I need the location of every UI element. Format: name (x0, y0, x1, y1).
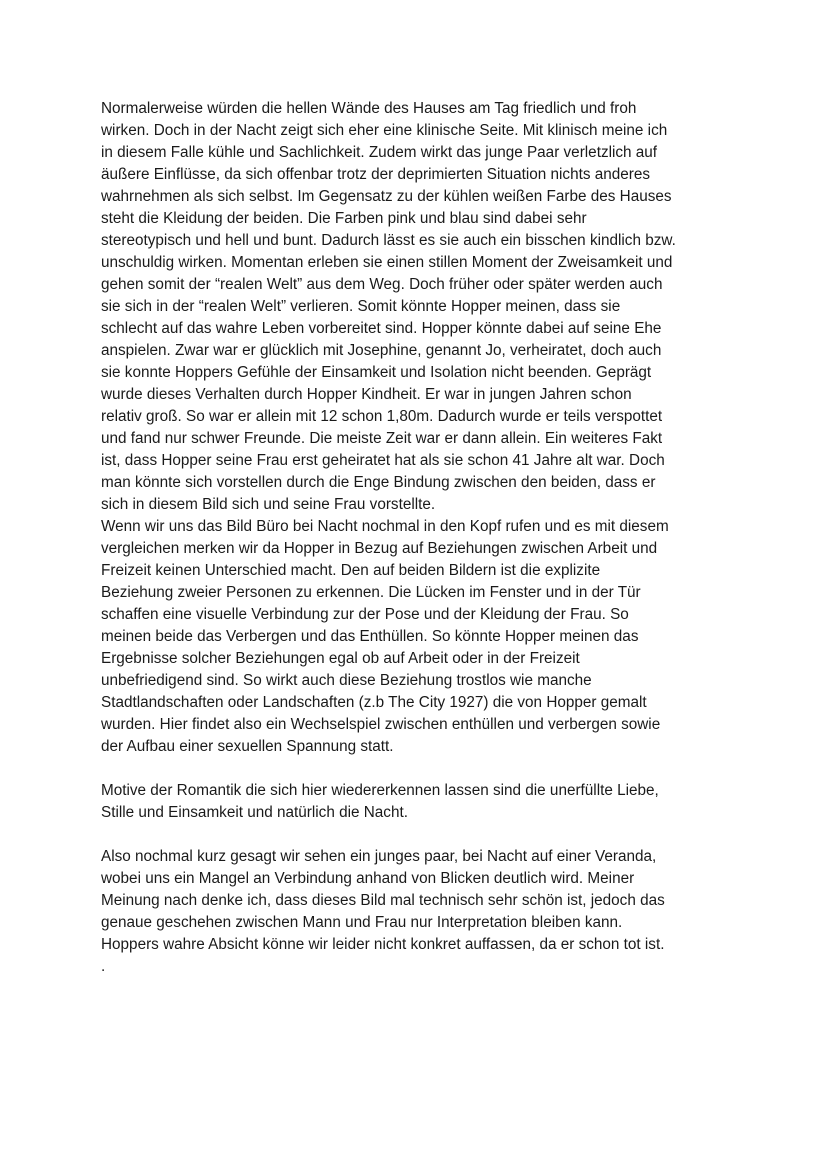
text-line: Beziehung zweier Personen zu erkennen. Die Lücken im Fenster und in der Tür (101, 584, 641, 601)
text-line: relativ groß. So war er allein mit 12 schon 1,80m. Dadurch wurde er teils verspottet (101, 408, 663, 425)
text-line: schlecht auf das wahre Leben vorbereitet sind. Hopper könnte dabei auf seine Ehe (101, 320, 662, 337)
paragraph-2 (101, 780, 741, 824)
text-line: und fand nur schwer Freunde. Die meiste Zeit war er dann allein. Ein weiteres Fakt (101, 430, 663, 447)
text-line: Stadtlandschaften oder Landschaften (z.b The City 1927) die von Hopper gemalt (101, 694, 647, 711)
paragraph-1 (101, 98, 741, 758)
text-line: anspielen. Zwar war er glücklich mit Josephine, genannt Jo, verheiratet, doch auch (101, 342, 662, 359)
paragraph-gap (101, 824, 741, 846)
text-line: vergleichen merken wir da Hopper in Bezug auf Beziehungen zwischen Arbeit und (101, 540, 658, 557)
text-line: Normalerweise würden die hellen Wände des Hauses am Tag friedlich und froh (101, 100, 637, 117)
text-line: Hoppers wahre Absicht könne wir leider nicht konkret auffassen, da er schon tot ist. (101, 936, 665, 953)
text-line: man könnte sich vorstellen durch die Enge Bindung zwischen den beiden, dass er (101, 474, 656, 491)
document-body (101, 98, 741, 978)
text-line: Ergebnisse solcher Beziehungen egal ob auf Arbeit oder in der Freizeit (101, 650, 580, 667)
text-line: Also nochmal kurz gesagt wir sehen ein junges paar, bei Nacht auf einer Veranda, (101, 848, 657, 865)
text-line: wurden. Hier findet also ein Wechselspiel zwischen enthüllen und verbergen sowie (101, 716, 661, 733)
text-line: sie konnte Hoppers Gefühle der Einsamkeit und Isolation nicht beenden. Geprägt (101, 364, 652, 381)
text-line: Stille und Einsamkeit und natürlich die Nacht. (101, 804, 408, 821)
text-line: wobei uns ein Mangel an Verbindung anhand von Blicken deutlich wird. Meiner (101, 870, 635, 887)
text-line: wahrnehmen als sich selbst. Im Gegensatz zu der kühlen weißen Farbe des Hauses (101, 188, 672, 205)
text-line: äußere Einflüsse, da sich offenbar trotz der deprimierten Situation nichts anderes (101, 166, 651, 183)
text-line: wurde dieses Verhalten durch Hopper Kindheit. Er war in jungen Jahren schon (101, 386, 632, 403)
paragraph-gap (101, 758, 741, 780)
text-line: gehen somit der “realen Welt” aus dem Weg. Doch früher oder später werden auch (101, 276, 663, 293)
text-line: stereotypisch und hell und bunt. Dadurch lässt es sie auch ein bisschen kindlich bzw. (101, 232, 676, 249)
text-line: Motive der Romantik die sich hier wiedererkennen lassen sind die unerfüllte Liebe, (101, 782, 659, 799)
text-line: ist, dass Hopper seine Frau erst geheiratet hat als sie schon 41 Jahre alt war. Doch (101, 452, 665, 469)
paragraph-3 (101, 846, 741, 978)
text-line: unbefriedigend sind. So wirkt auch diese Beziehung trostlos wie manche (101, 672, 592, 689)
text-line: der Aufbau einer sexuellen Spannung statt. (101, 738, 394, 755)
text-line: genaue geschehen zwischen Mann und Frau nur Interpretation bleiben kann. (101, 914, 623, 931)
text-line: Wenn wir uns das Bild Büro bei Nacht nochmal in den Kopf rufen und es mit diesem (101, 518, 669, 535)
text-line: steht die Kleidung der beiden. Die Farben pink und blau sind dabei sehr (101, 210, 587, 227)
text-line: Meinung nach denke ich, dass dieses Bild mal technisch sehr schön ist, jedoch das (101, 892, 665, 909)
text-line: . (101, 958, 106, 975)
text-line: wirken. Doch in der Nacht zeigt sich eher eine klinische Seite. Mit klinisch meine ich (101, 122, 668, 139)
text-line: unschuldig wirken. Momentan erleben sie einen stillen Moment der Zweisamkeit und (101, 254, 673, 271)
text-line: sie sich in der “realen Welt” verlieren. Somit könnte Hopper meinen, dass sie (101, 298, 621, 315)
text-line: in diesem Falle kühle und Sachlichkeit. Zudem wirkt das junge Paar verletzlich auf (101, 144, 658, 161)
text-line: sich in diesem Bild sich und seine Frau vorstellte. (101, 496, 436, 513)
text-line: meinen beide das Verbergen und das Enthüllen. So könnte Hopper meinen das (101, 628, 639, 645)
text-line: schaffen eine visuelle Verbindung zur der Pose und der Kleidung der Frau. So (101, 606, 629, 623)
text-line: Freizeit keinen Unterschied macht. Den auf beiden Bildern ist die explizite (101, 562, 601, 579)
